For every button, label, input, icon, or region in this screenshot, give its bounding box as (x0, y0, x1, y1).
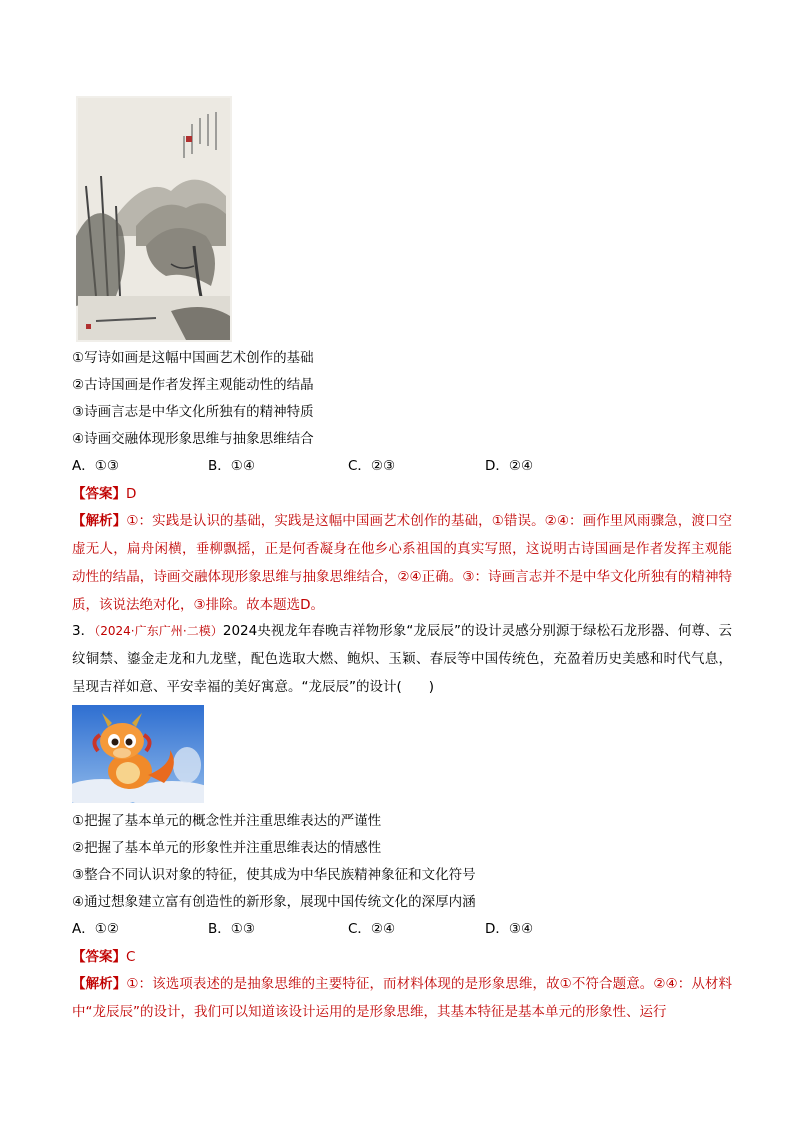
q3-option-c: C．②④ (348, 921, 396, 937)
q2-answer (72, 485, 136, 503)
q2-option-b: B．①④ (208, 458, 255, 474)
q2-analysis-text: ①：实践是认识的基础，实践是这幅中国画艺术创作的基础，①错误。②④：画作里风雨骤急，渡口空虚无人，扁舟闲横，垂柳飘摇，正是何香凝身在他乡心系祖国的真实写照，这说明古诗国画是作者发挥主观能动性的结晶，诗画交融体现形象思维与抽象思维结合，②④正确。③：诗画言志并不是中华文化所独有的精神特质，该说法绝对化，③排除。故本题选D。 (72, 513, 732, 613)
q3-stem-text: 2024央视龙年春晚吉祥物形象“龙辰辰”的设计灵感分别源于绿松石龙形器、何尊、云纹铜禁、鎏金走龙和九龙壁，配色选取大燃、鲍炽、玉颖、春辰等中国传统色，充盈着历史美感和时代气息，呈现吉祥如意、平安幸福的美好寓意。“龙辰辰”的设计( ) (72, 623, 733, 695)
q3-statement-1: ①把握了基本单元的概念性并注重思维表达的严谨性 (72, 813, 382, 829)
q3-answer-label: 【答案】 (72, 949, 126, 965)
q3-answer-value: C (126, 949, 136, 965)
q2-option-c: C．②③ (348, 458, 396, 474)
q3-number: 3． (72, 623, 95, 639)
q2-options (72, 457, 672, 475)
q2-answer-label: 【答案】 (72, 486, 126, 502)
q3-analysis (72, 970, 732, 1026)
q3-statement-3: ③整合不同认识对象的特征，使其成为中华民族精神象征和文化符号 (72, 867, 476, 883)
q2-statement-1: ①写诗如画是这幅中国画艺术创作的基础 (72, 350, 314, 366)
ink-landscape-painting (76, 96, 232, 342)
q3-option-a: A．①② (72, 921, 119, 937)
q3-analysis-text: ①：该选项表述的是抽象思维的主要特征，而材料体现的是形象思维，故①不符合题意。②④：从材料中“龙辰辰”的设计，我们可以知道该设计运用的是形象思维，其基本特征是基本单元的形象性、运行 (72, 976, 732, 1020)
q2-statement-3: ③诗画言志是中华文化所独有的精神特质 (72, 404, 314, 420)
q2-statement-4: ④诗画交融体现形象思维与抽象思维结合 (72, 431, 314, 447)
q3-source: （2024·广东广州·二模） (94, 624, 223, 638)
q2-answer-value: D (126, 486, 137, 502)
dragon-mascot-image (72, 705, 204, 803)
q2-analysis (72, 507, 732, 619)
q3-options (72, 920, 672, 938)
q3-option-b: B．①③ (208, 921, 255, 937)
q3-option-d: D．③④ (485, 921, 534, 937)
q3-stem (72, 617, 732, 701)
q3-statement-2: ②把握了基本单元的形象性并注重思维表达的情感性 (72, 840, 382, 856)
q3-analysis-label: 【解析】 (72, 976, 127, 992)
q3-answer (72, 948, 135, 966)
q2-statement-2: ②古诗国画是作者发挥主观能动性的结晶 (72, 377, 314, 393)
q2-option-a: A．①③ (72, 458, 119, 474)
q3-statement-4: ④通过想象建立富有创造性的新形象，展现中国传统文化的深厚内涵 (72, 894, 476, 910)
q2-analysis-label: 【解析】 (72, 513, 127, 529)
q2-option-d: D．②④ (485, 458, 534, 474)
